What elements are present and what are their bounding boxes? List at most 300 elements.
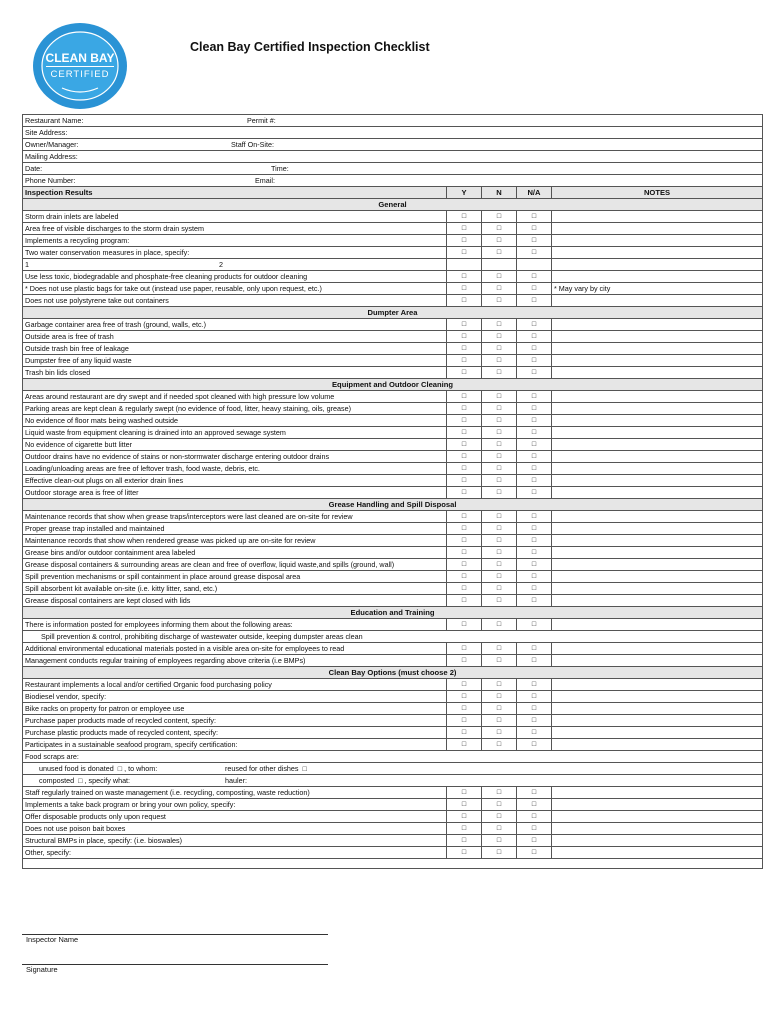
checkbox-y[interactable]: □ bbox=[447, 223, 482, 235]
table-row bbox=[23, 751, 763, 763]
notes-cell[interactable] bbox=[552, 535, 763, 547]
notes-cell[interactable] bbox=[552, 355, 763, 367]
checkbox-n[interactable]: □ bbox=[482, 691, 517, 703]
food-scraps-donated-row: unused food is donated □ , to whom: reused for other dishes □ bbox=[23, 763, 763, 775]
checkbox-n[interactable]: □ bbox=[482, 427, 517, 439]
checkbox-y[interactable]: □ bbox=[447, 343, 482, 355]
notes-cell[interactable] bbox=[552, 487, 763, 499]
table-row bbox=[23, 235, 763, 247]
checkbox-n[interactable]: □ bbox=[482, 439, 517, 451]
table-row bbox=[23, 367, 763, 379]
checkbox-n[interactable]: □ bbox=[482, 319, 517, 331]
item-label: Garbage container area free of trash (ground, walls, etc.) bbox=[23, 319, 447, 331]
item-label: Restaurant implements a local and/or certified Organic food purchasing policy bbox=[23, 679, 447, 691]
logo-text-bottom: CERTIFIED bbox=[50, 69, 110, 80]
item-label: Outdoor drains have no evidence of stains or non-stormwater discharge entering outdoor drains bbox=[23, 451, 447, 463]
checkbox-na[interactable]: □ bbox=[517, 703, 552, 715]
item-label: Areas around restaurant are dry swept and if needed spot cleaned with high pressure low volume bbox=[23, 391, 447, 403]
notes-cell[interactable] bbox=[552, 331, 763, 343]
checkbox-n[interactable]: □ bbox=[482, 343, 517, 355]
checkbox-n[interactable]: □ bbox=[482, 235, 517, 247]
notes-cell[interactable] bbox=[552, 391, 763, 403]
checkbox-n[interactable]: □ bbox=[482, 283, 517, 295]
checkbox-y[interactable]: □ bbox=[447, 571, 482, 583]
notes-cell[interactable] bbox=[552, 811, 763, 823]
table-row bbox=[23, 403, 763, 415]
checkbox-n[interactable]: □ bbox=[482, 727, 517, 739]
checkbox-na[interactable]: □ bbox=[517, 847, 552, 859]
checkbox-y[interactable]: □ bbox=[447, 367, 482, 379]
table-row bbox=[23, 583, 763, 595]
info-email-label: Email: bbox=[255, 176, 275, 185]
checkbox-na[interactable]: □ bbox=[517, 739, 552, 751]
item-label: Spill absorbent kit available on-site (i.e. kitty litter, sand, etc.) bbox=[23, 583, 447, 595]
table-row bbox=[23, 475, 763, 487]
checkbox-na[interactable]: □ bbox=[517, 811, 552, 823]
header-label: Inspection Results bbox=[23, 187, 447, 199]
item-label: Implements a recycling program: bbox=[23, 235, 447, 247]
table-row bbox=[23, 439, 763, 451]
notes-cell[interactable] bbox=[552, 583, 763, 595]
checkbox-y[interactable]: □ bbox=[447, 787, 482, 799]
checkbox-na[interactable]: □ bbox=[517, 319, 552, 331]
checkbox-y[interactable]: □ bbox=[447, 559, 482, 571]
notes-cell[interactable] bbox=[552, 559, 763, 571]
checkbox-y[interactable]: □ bbox=[447, 451, 482, 463]
section-title: Clean Bay Options (must choose 2) bbox=[23, 667, 763, 679]
checkbox-na[interactable]: □ bbox=[517, 247, 552, 259]
item-label: Additional environmental educational materials posted in a visible area on-site for employees to read bbox=[23, 643, 447, 655]
checkbox-y[interactable]: □ bbox=[447, 403, 482, 415]
clean-bay-logo bbox=[32, 22, 128, 110]
checkbox-n[interactable]: □ bbox=[482, 715, 517, 727]
section-education bbox=[23, 607, 763, 619]
notes-cell[interactable] bbox=[552, 271, 763, 283]
checkbox-na[interactable]: □ bbox=[517, 403, 552, 415]
checkbox-na[interactable]: □ bbox=[517, 619, 552, 631]
item-label: Maintenance records that show when rendered grease was picked up are on-site for review bbox=[23, 535, 447, 547]
table-row bbox=[23, 295, 763, 307]
checkbox-n[interactable]: □ bbox=[482, 391, 517, 403]
table-row bbox=[23, 319, 763, 331]
checkbox-n[interactable]: □ bbox=[482, 295, 517, 307]
checkbox-y[interactable]: □ bbox=[447, 619, 482, 631]
table-row bbox=[23, 691, 763, 703]
checkbox-y[interactable]: □ bbox=[447, 439, 482, 451]
checkbox-n[interactable]: □ bbox=[482, 643, 517, 655]
notes-cell[interactable] bbox=[552, 247, 763, 259]
checkbox-y[interactable]: □ bbox=[447, 295, 482, 307]
table-row bbox=[23, 835, 763, 847]
notes-cell[interactable] bbox=[552, 595, 763, 607]
item-label: Spill prevention mechanisms or spill containment in place around grease disposal area bbox=[23, 571, 447, 583]
checkbox-n[interactable]: □ bbox=[482, 655, 517, 667]
item-label: Two water conservation measures in place, specify: bbox=[23, 247, 447, 259]
item-label: No evidence of floor mats being washed outside bbox=[23, 415, 447, 427]
item-label: Trash bin lids closed bbox=[23, 367, 447, 379]
item-label: Grease disposal containers & surrounding areas are clean and free of overflow, liquid waste,and spills (ground, wall) bbox=[23, 559, 447, 571]
checkbox-na[interactable]: □ bbox=[517, 475, 552, 487]
checkbox-reused[interactable]: □ bbox=[302, 764, 307, 773]
item-label: Staff regularly trained on waste management (i.e. recycling, composting, waste reduction) bbox=[23, 787, 447, 799]
info-row bbox=[23, 127, 763, 139]
table-row bbox=[23, 211, 763, 223]
info-row bbox=[23, 139, 763, 151]
checkbox-na[interactable]: □ bbox=[517, 463, 552, 475]
table-row bbox=[23, 223, 763, 235]
checkbox-y[interactable]: □ bbox=[447, 739, 482, 751]
info-restaurant-name[interactable]: Restaurant Name: Permit #: bbox=[23, 115, 763, 127]
checkbox-na[interactable]: □ bbox=[517, 547, 552, 559]
item-label: Implements a take back program or bring your own policy, specify: bbox=[23, 799, 447, 811]
table-row bbox=[23, 643, 763, 655]
table-row bbox=[23, 463, 763, 475]
item-label: Outside trash bin free of leakage bbox=[23, 343, 447, 355]
notes-cell[interactable] bbox=[552, 655, 763, 667]
checkbox-n[interactable]: □ bbox=[482, 547, 517, 559]
checkbox-y[interactable]: □ bbox=[447, 487, 482, 499]
checkbox-na[interactable]: □ bbox=[517, 343, 552, 355]
table-row bbox=[23, 619, 763, 631]
item-label: Does not use poison bait boxes bbox=[23, 823, 447, 835]
checkbox-n[interactable]: □ bbox=[482, 595, 517, 607]
checkbox-na[interactable]: □ bbox=[517, 523, 552, 535]
notes-cell[interactable] bbox=[552, 679, 763, 691]
notes-cell[interactable] bbox=[552, 511, 763, 523]
checkbox-y[interactable]: □ bbox=[447, 583, 482, 595]
checkbox-na[interactable]: □ bbox=[517, 427, 552, 439]
item-label: Purchase plastic products made of recycled content, specify: bbox=[23, 727, 447, 739]
item-label: Offer disposable products only upon request bbox=[23, 811, 447, 823]
checkbox-na[interactable]: □ bbox=[517, 535, 552, 547]
checkbox-n[interactable]: □ bbox=[482, 331, 517, 343]
checkbox-y[interactable]: □ bbox=[447, 691, 482, 703]
checkbox-na[interactable]: □ bbox=[517, 835, 552, 847]
info-owner-manager[interactable]: Owner/Manager: Staff On-Site: bbox=[23, 139, 763, 151]
table-row bbox=[23, 631, 763, 643]
checkbox-n[interactable]: □ bbox=[482, 847, 517, 859]
table-row bbox=[23, 427, 763, 439]
notes-cell[interactable] bbox=[552, 715, 763, 727]
section-title: Education and Training bbox=[23, 607, 763, 619]
table-row bbox=[23, 571, 763, 583]
info-row bbox=[23, 151, 763, 163]
checkbox-na[interactable]: □ bbox=[517, 487, 552, 499]
notes-cell[interactable] bbox=[552, 619, 763, 631]
checkbox-na[interactable]: □ bbox=[517, 271, 552, 283]
checkbox-na[interactable]: □ bbox=[517, 415, 552, 427]
checkbox-donated[interactable]: □ bbox=[117, 764, 123, 773]
notes-cell[interactable] bbox=[552, 211, 763, 223]
checkbox-y[interactable]: □ bbox=[447, 595, 482, 607]
checkbox-na[interactable]: □ bbox=[517, 715, 552, 727]
item-label: Dumpster free of any liquid waste bbox=[23, 355, 447, 367]
header-n: N bbox=[482, 187, 517, 199]
section-general bbox=[23, 199, 763, 211]
item-label: No evidence of cigarette butt litter bbox=[23, 439, 447, 451]
checkbox-composted[interactable]: □ bbox=[78, 776, 83, 785]
signature-line[interactable] bbox=[22, 964, 328, 965]
info-time-label: Time: bbox=[271, 164, 289, 173]
checkbox-na[interactable]: □ bbox=[517, 643, 552, 655]
table-row bbox=[23, 775, 763, 787]
section-title: Dumpter Area bbox=[23, 307, 763, 319]
checkbox-na[interactable]: □ bbox=[517, 727, 552, 739]
checkbox-n[interactable]: □ bbox=[482, 487, 517, 499]
notes-cell[interactable] bbox=[552, 823, 763, 835]
checkbox-y[interactable]: □ bbox=[447, 703, 482, 715]
checkbox-y[interactable]: □ bbox=[447, 247, 482, 259]
notes-cell[interactable] bbox=[552, 787, 763, 799]
item-label: Does not use polystyrene take out containers bbox=[23, 295, 447, 307]
checkbox-na[interactable]: □ bbox=[517, 439, 552, 451]
notes-cell[interactable] bbox=[552, 319, 763, 331]
checkbox-y[interactable]: □ bbox=[447, 283, 482, 295]
checkbox-na[interactable]: □ bbox=[517, 799, 552, 811]
checkbox-n[interactable]: □ bbox=[482, 787, 517, 799]
checkbox-na[interactable]: □ bbox=[517, 823, 552, 835]
notes-cell[interactable] bbox=[552, 691, 763, 703]
notes-cell[interactable] bbox=[552, 835, 763, 847]
checkbox-na[interactable]: □ bbox=[517, 691, 552, 703]
item-label: Outdoor storage area is free of litter bbox=[23, 487, 447, 499]
notes-cell[interactable] bbox=[552, 523, 763, 535]
table-row bbox=[23, 343, 763, 355]
table-row bbox=[23, 331, 763, 343]
notes-cell[interactable] bbox=[552, 475, 763, 487]
checkbox-n[interactable]: □ bbox=[482, 703, 517, 715]
page-title: Clean Bay Certified Inspection Checklist bbox=[190, 40, 430, 54]
table-row bbox=[23, 259, 763, 271]
notes-cell[interactable] bbox=[552, 403, 763, 415]
table-row bbox=[23, 679, 763, 691]
checkbox-y[interactable]: □ bbox=[447, 643, 482, 655]
checkbox-na[interactable]: □ bbox=[517, 367, 552, 379]
table-row bbox=[23, 355, 763, 367]
checkbox-na[interactable]: □ bbox=[517, 223, 552, 235]
notes-cell[interactable] bbox=[552, 703, 763, 715]
notes-cell[interactable] bbox=[552, 451, 763, 463]
checkbox-n[interactable]: □ bbox=[482, 679, 517, 691]
checkbox-y[interactable]: □ bbox=[447, 319, 482, 331]
logo-text-top: CLEAN BAY bbox=[45, 51, 115, 65]
checkbox-y[interactable]: □ bbox=[447, 391, 482, 403]
notes-cell[interactable] bbox=[552, 643, 763, 655]
inspector-name-label: Inspector Name bbox=[26, 935, 79, 944]
checkbox-na[interactable]: □ bbox=[517, 595, 552, 607]
checkbox-y[interactable]: □ bbox=[447, 211, 482, 223]
item-label: Purchase paper products made of recycled content, specify: bbox=[23, 715, 447, 727]
item-label: Effective clean-out plugs on all exterior drain lines bbox=[23, 475, 447, 487]
section-title: Equipment and Outdoor Cleaning bbox=[23, 379, 763, 391]
table-row bbox=[23, 487, 763, 499]
checkbox-na[interactable]: □ bbox=[517, 451, 552, 463]
notes-cell[interactable] bbox=[552, 463, 763, 475]
checkbox-y[interactable]: □ bbox=[447, 727, 482, 739]
item-label: Grease disposal containers are kept closed with lids bbox=[23, 595, 447, 607]
item-label: Liquid waste from equipment cleaning is drained into an approved sewage system bbox=[23, 427, 447, 439]
header-na: N/A bbox=[517, 187, 552, 199]
checkbox-na[interactable]: □ bbox=[517, 571, 552, 583]
checkbox-na[interactable]: □ bbox=[517, 211, 552, 223]
checkbox-n[interactable]: □ bbox=[482, 571, 517, 583]
checkbox-na[interactable]: □ bbox=[517, 235, 552, 247]
checkbox-n[interactable]: □ bbox=[482, 523, 517, 535]
table-row bbox=[23, 703, 763, 715]
item-label: * Does not use plastic bags for take out (instead use paper, reusable, only upon request, etc.) bbox=[23, 283, 447, 295]
notes-cell[interactable] bbox=[552, 295, 763, 307]
checkbox-n[interactable]: □ bbox=[482, 271, 517, 283]
section-dumpster bbox=[23, 307, 763, 319]
checkbox-na[interactable]: □ bbox=[517, 331, 552, 343]
checkbox-y[interactable]: □ bbox=[447, 511, 482, 523]
section-title: General bbox=[23, 199, 763, 211]
checkbox-na[interactable]: □ bbox=[517, 559, 552, 571]
notes-cell[interactable] bbox=[552, 427, 763, 439]
item-sublabel: Spill prevention & control, prohibiting discharge of wastewater outside, keeping dumpster areas clean bbox=[23, 631, 763, 643]
table-row bbox=[23, 859, 763, 869]
notes-cell[interactable] bbox=[552, 343, 763, 355]
notes-cell[interactable] bbox=[552, 223, 763, 235]
table-row bbox=[23, 727, 763, 739]
item-label: Biodiesel vendor, specify: bbox=[23, 691, 447, 703]
checkbox-na[interactable]: □ bbox=[517, 511, 552, 523]
notes-cell[interactable] bbox=[552, 571, 763, 583]
checkbox-y[interactable]: □ bbox=[447, 271, 482, 283]
checkbox-y[interactable]: □ bbox=[447, 823, 482, 835]
table-row bbox=[23, 391, 763, 403]
table-row bbox=[23, 787, 763, 799]
checkbox-n[interactable]: □ bbox=[482, 463, 517, 475]
checkbox-na[interactable]: □ bbox=[517, 583, 552, 595]
info-mailing-address[interactable]: Mailing Address: bbox=[23, 151, 763, 163]
notes-cell[interactable] bbox=[552, 439, 763, 451]
table-row bbox=[23, 415, 763, 427]
item-label: Area free of visible discharges to the storm drain system bbox=[23, 223, 447, 235]
checkbox-na[interactable]: □ bbox=[517, 787, 552, 799]
info-row bbox=[23, 115, 763, 127]
checkbox-n[interactable]: □ bbox=[482, 811, 517, 823]
notes-cell[interactable]: * May vary by city bbox=[552, 283, 763, 295]
section-options bbox=[23, 667, 763, 679]
notes-cell[interactable] bbox=[552, 799, 763, 811]
checkbox-y[interactable]: □ bbox=[447, 679, 482, 691]
results-header bbox=[23, 187, 763, 199]
table-row bbox=[23, 655, 763, 667]
notes-cell[interactable] bbox=[552, 547, 763, 559]
table-row bbox=[23, 451, 763, 463]
checkbox-n[interactable]: □ bbox=[482, 535, 517, 547]
water-measure-inputs[interactable]: 1 2 bbox=[23, 259, 447, 271]
table-row bbox=[23, 271, 763, 283]
checkbox-y[interactable]: □ bbox=[447, 427, 482, 439]
notes-cell[interactable] bbox=[552, 367, 763, 379]
checkbox-n[interactable]: □ bbox=[482, 403, 517, 415]
checkbox-na[interactable]: □ bbox=[517, 655, 552, 667]
notes-cell[interactable] bbox=[552, 727, 763, 739]
table-row bbox=[23, 799, 763, 811]
checkbox-n[interactable]: □ bbox=[482, 583, 517, 595]
item-label: Structural BMPs in place, specify: (i.e. bioswales) bbox=[23, 835, 447, 847]
checkbox-na[interactable]: □ bbox=[517, 295, 552, 307]
checkbox-na[interactable]: □ bbox=[517, 283, 552, 295]
notes-cell[interactable] bbox=[552, 739, 763, 751]
checkbox-n[interactable]: □ bbox=[482, 823, 517, 835]
info-site-address[interactable]: Site Address: bbox=[23, 127, 763, 139]
checkbox-n[interactable]: □ bbox=[482, 355, 517, 367]
checkbox-y[interactable]: □ bbox=[447, 463, 482, 475]
item-label: Maintenance records that show when grease traps/interceptors were last cleaned are on-site for review bbox=[23, 511, 447, 523]
info-permit-label: Permit #: bbox=[247, 116, 276, 125]
info-date[interactable]: Date: Time: bbox=[23, 163, 763, 175]
checkbox-n[interactable]: □ bbox=[482, 451, 517, 463]
item-label: Loading/unloading areas are free of leftover trash, food waste, debris, etc. bbox=[23, 463, 447, 475]
checkbox-n[interactable]: □ bbox=[482, 799, 517, 811]
checkbox-y[interactable]: □ bbox=[447, 355, 482, 367]
info-row bbox=[23, 163, 763, 175]
checkbox-na[interactable]: □ bbox=[517, 391, 552, 403]
checkbox-y[interactable]: □ bbox=[447, 235, 482, 247]
checkbox-y[interactable]: □ bbox=[447, 535, 482, 547]
signature-label: Signature bbox=[26, 965, 58, 974]
checkbox-n[interactable]: □ bbox=[482, 367, 517, 379]
checkbox-n[interactable]: □ bbox=[482, 211, 517, 223]
table-row bbox=[23, 823, 763, 835]
item-label: Parking areas are kept clean & regularly swept (no evidence of food, litter, heavy staining, oils, grease) bbox=[23, 403, 447, 415]
checkbox-y[interactable]: □ bbox=[447, 547, 482, 559]
notes-cell[interactable] bbox=[552, 415, 763, 427]
checkbox-y[interactable]: □ bbox=[447, 799, 482, 811]
checkbox-n[interactable]: □ bbox=[482, 475, 517, 487]
checkbox-y[interactable]: □ bbox=[447, 475, 482, 487]
item-label: Other, specify: bbox=[23, 847, 447, 859]
item-label: Outside area is free of trash bbox=[23, 331, 447, 343]
table-row bbox=[23, 547, 763, 559]
section-title: Grease Handling and Spill Disposal bbox=[23, 499, 763, 511]
checkbox-y[interactable]: □ bbox=[447, 655, 482, 667]
info-phone[interactable]: Phone Number: Email: bbox=[23, 175, 763, 187]
checkbox-y[interactable]: □ bbox=[447, 331, 482, 343]
table-row bbox=[23, 283, 763, 295]
checkbox-n[interactable]: □ bbox=[482, 247, 517, 259]
notes-cell[interactable] bbox=[552, 235, 763, 247]
checkbox-y[interactable]: □ bbox=[447, 715, 482, 727]
checkbox-n[interactable]: □ bbox=[482, 619, 517, 631]
checkbox-y[interactable]: □ bbox=[447, 811, 482, 823]
food-scraps-label: Food scraps are: bbox=[23, 751, 763, 763]
item-label: Proper grease trap installed and maintained bbox=[23, 523, 447, 535]
checkbox-n[interactable]: □ bbox=[482, 223, 517, 235]
checkbox-n[interactable]: □ bbox=[482, 511, 517, 523]
header-y: Y bbox=[447, 187, 482, 199]
checkbox-y[interactable]: □ bbox=[447, 835, 482, 847]
item-label: There is information posted for employees informing them about the following areas: bbox=[23, 619, 447, 631]
checklist-table bbox=[22, 114, 763, 869]
checkbox-n[interactable]: □ bbox=[482, 559, 517, 571]
table-row bbox=[23, 847, 763, 859]
checkbox-n[interactable]: □ bbox=[482, 415, 517, 427]
item-label: Participates in a sustainable seafood program, specify certification: bbox=[23, 739, 447, 751]
checkbox-y[interactable]: □ bbox=[447, 415, 482, 427]
notes-cell[interactable] bbox=[552, 847, 763, 859]
checkbox-na[interactable]: □ bbox=[517, 355, 552, 367]
checkbox-na[interactable]: □ bbox=[517, 679, 552, 691]
checkbox-n[interactable]: □ bbox=[482, 739, 517, 751]
checkbox-y[interactable]: □ bbox=[447, 523, 482, 535]
checkbox-y[interactable]: □ bbox=[447, 847, 482, 859]
table-row bbox=[23, 763, 763, 775]
checkbox-n[interactable]: □ bbox=[482, 835, 517, 847]
